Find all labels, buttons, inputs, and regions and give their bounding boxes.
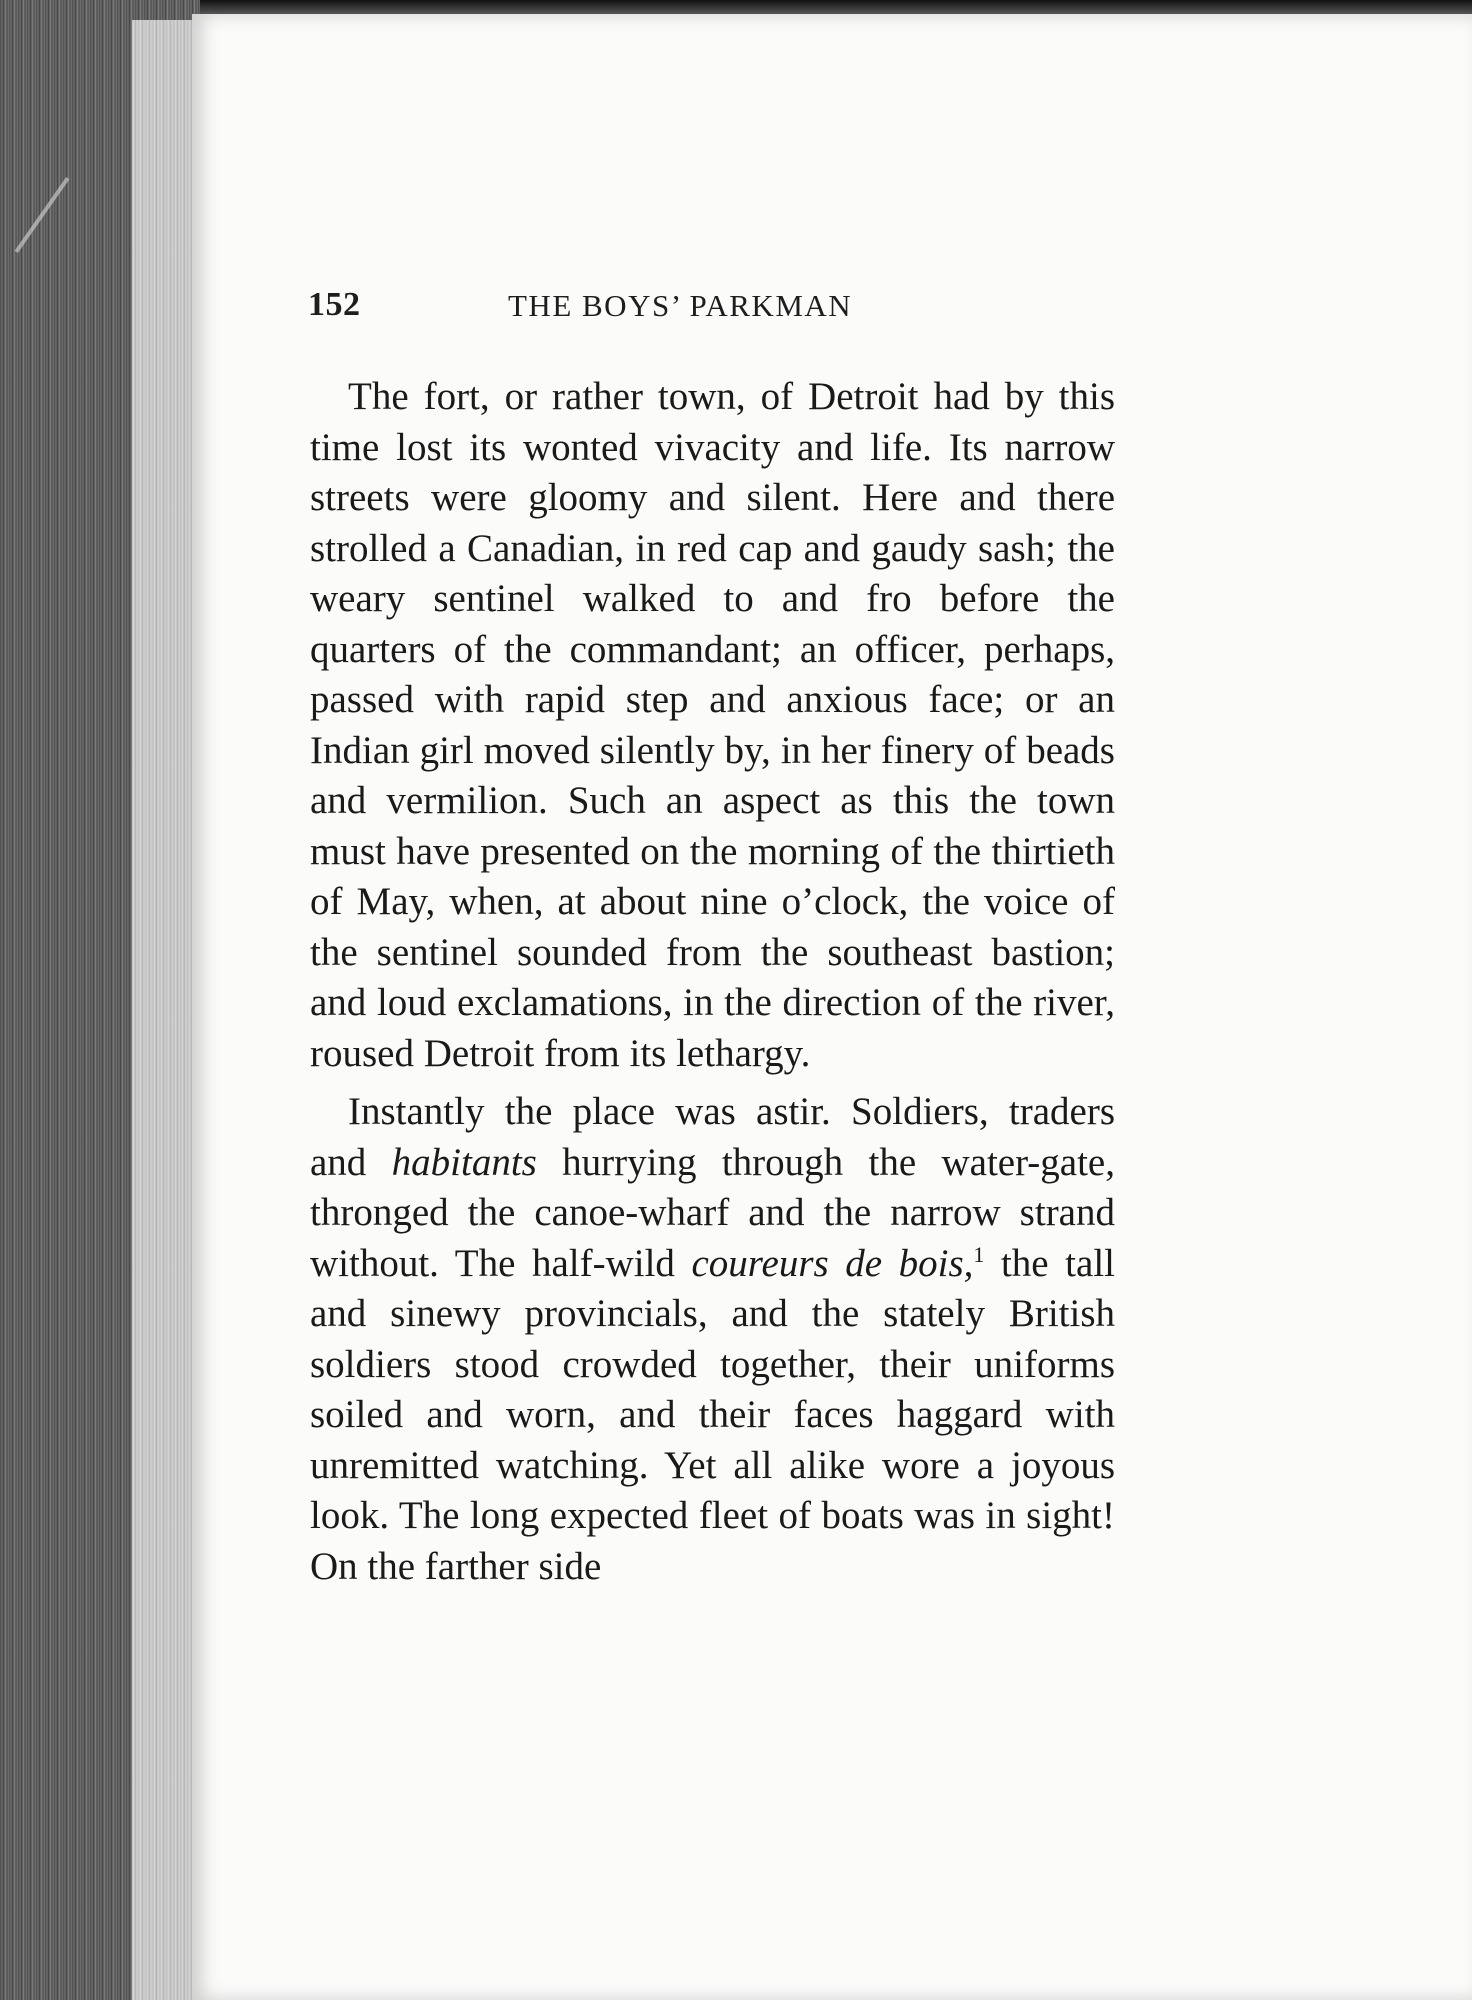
spine-scratch-mark xyxy=(15,177,70,253)
scan-top-edge xyxy=(0,0,1472,14)
body-text xyxy=(310,372,1115,1592)
footnote-marker[interactable]: 1 xyxy=(973,1241,985,1267)
paragraph-1: The fort, or rather town, of Detroit had by this time lost its wonted vivacity and life. Its narrow streets were gloomy and silent. Here and there strolled a Canadian, in red cap and gaudy sash; the weary sentinel walked to and fro before the quarters of the commandant; an officer, perhaps, passed with rapid step and anxious face; or an Indian girl moved silently by, in her finery of beads and vermilion. Such an aspect as this the town must have presented on the morning of the thirtieth of May, when, at about nine o’clock, the voice of the sentinel sounded from the southeast bastion; and loud exclamations, in the direction of the river, roused Detroit from its lethargy. xyxy=(310,375,1115,1075)
page-header xyxy=(308,286,1108,346)
paragraph-2 xyxy=(310,1087,1115,1592)
paragraph-2-text-2: hurrying through the water-gate, thronged the canoe-wharf and the narrow strand without. The half-wild xyxy=(310,1140,1115,1285)
running-head-title: THE BOYS’ PARKMAN xyxy=(508,288,853,323)
paragraph-2-text-1: Instantly the place was astir. Soldiers, traders and xyxy=(310,1090,1115,1184)
paragraph-2-text-3: the tall and sinewy provincials, and the stately British soldiers stood crowded together, their uniforms soiled and worn, and their faces haggard with unremitted watching. Yet all alike wore a joyous look. The long expected fleet of boats was in sight! On the farther side xyxy=(310,1241,1115,1588)
italic-habitants: habitants xyxy=(391,1140,537,1184)
page-number: 152 xyxy=(308,286,361,323)
italic-coureurs-de-bois: coureurs de bois, xyxy=(691,1241,974,1285)
